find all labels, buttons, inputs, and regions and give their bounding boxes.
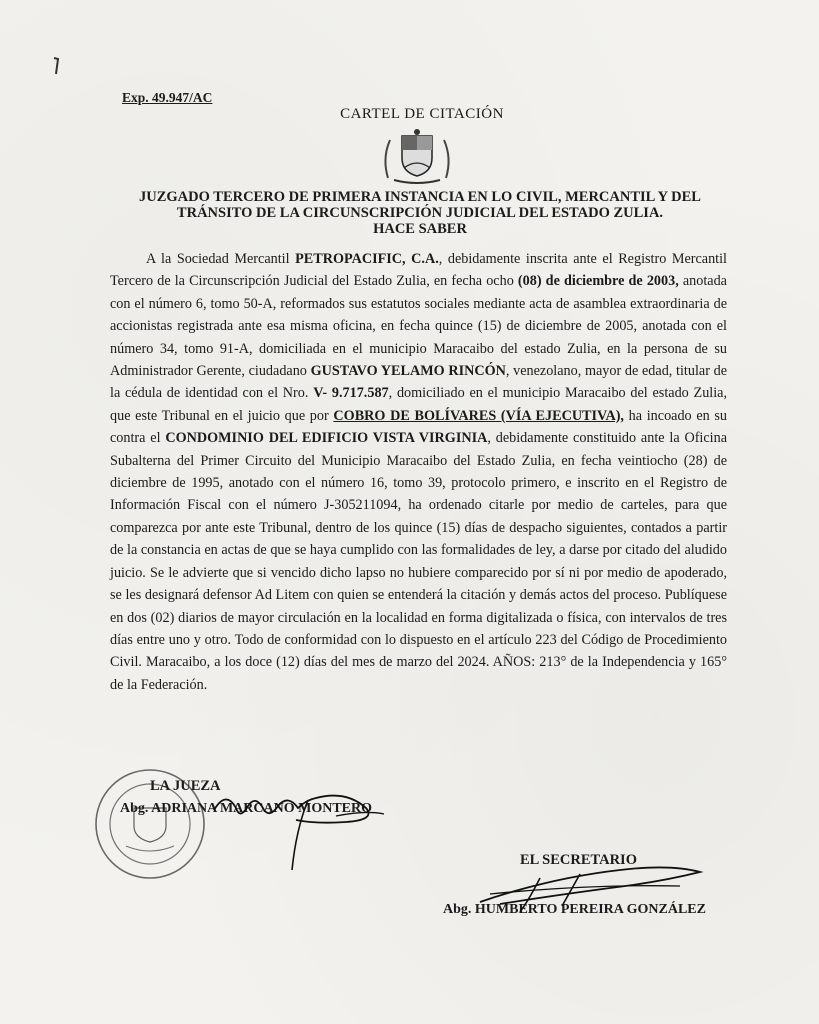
body-text-6: ha incoado en su contra el: [110, 407, 728, 447]
registration-date: (08) de diciembre de 2003,: [517, 273, 679, 290]
secretary-name: Abg. HUMBERTO PEREIRA GONZÁLEZ: [443, 902, 706, 917]
secretary-signature: [470, 848, 710, 918]
body-text-1: A la Sociedad Mercantil: [146, 251, 296, 267]
body-text-2: , debidamente inscrita ante el Registro Mercantil Tercero de la Circunscripción Judicial del Estado Zulia, en fecha ocho: [110, 251, 727, 290]
ink-mark: [52, 56, 60, 76]
company-name: PETROPACIFIC, C.A.: [295, 251, 439, 267]
body-text-3: anotada con el número 6, tomo 50-A, reformados sus estatutos sociales mediante acta de asamblea extraordinaria de accionistas registrada ante esa misma oficina, en fecha quince (15) de diciembre de 2005, anotada con el número 34, tomo 91-A, domiciliada en el municipio Maracaibo del estado Zulia, en la persona de su Administrador Gerente, ciudadano: [110, 273, 727, 380]
case-type: COBRO DE BOLÍVARES (VÍA EJECUTIVA),: [333, 407, 624, 424]
judge-name: Abg. ADRIANA MARCANO MONTERO: [120, 801, 373, 816]
hace-saber: HACE SABER: [373, 221, 467, 237]
citation-body: [110, 248, 727, 696]
body-text-7: , debidamente constituido ante la Oficina Subalterna del Primer Circuito del Municipio Maracaibo del Estado Zulia, en fecha veintiocho (28) de diciembre de 1995, anotado con el número 16, tomo 39, protocolo primero, e inscrito en el Registro de Información Fiscal con el número J-305211094, ha ordenado citarle por medio de carteles, para que comparezca por ante este Tribunal, dentro de los quince (15) días de despacho siguientes, contados a partir de la constancia en actas de que se haya cumplido con las formalidades de ley, a darse por citado del aludido juicio. Se le advierte que si vencido dicho lapso no hubiere comparecido por sí ni por medio de apoderado, se les designará defensor Ad Litem con quien se entenderá la citación y demás actos del proceso. Publíquese en dos (02) diarios de mayor circulación en la localidad en forma digitalizada o física, con intervalos de tres días entre uno y otro. Todo de conformidad con lo dispuesto en el artículo 223 del Código de Procedimiento Civil. Maracaibo, a los doce (12) días del mes de marzo del 2024. AÑOS: 213° de la Independencia y 165° de la Federación.: [110, 430, 727, 693]
document-title: CARTEL DE CITACIÓN: [340, 106, 504, 122]
body-text-5: , domiciliado en el municipio Maracaibo del estado Zulia, que este Tribunal en el juicio que por: [110, 385, 728, 424]
judge-signature: [196, 780, 386, 875]
cedula-number: V- 9.717.587: [313, 385, 389, 402]
body-text-4: , venezolano, mayor de edad, titular de la cédula de identidad con el Nro.: [110, 363, 728, 402]
secretary-title: EL SECRETARIO: [520, 852, 637, 868]
court-line-1: JUZGADO TERCERO DE PRIMERA INSTANCIA EN LO CIVIL, MERCANTIL Y DEL: [139, 189, 701, 205]
court-heading: [120, 189, 720, 237]
judge-title: LA JUEZA: [150, 778, 221, 794]
defendant-name: CONDOMINIO DEL EDIFICIO VISTA VIRGINIA: [165, 430, 488, 447]
court-line-2: TRÁNSITO DE LA CIRCUNSCRIPCIÓN JUDICIAL DEL ESTADO ZULIA.: [176, 205, 664, 221]
court-seal-icon: [92, 756, 208, 892]
administrator-name: GUSTAVO YELAMO RINCÓN: [310, 363, 506, 380]
expediente-number: Exp. 49.947/AC: [122, 90, 213, 105]
coat-of-arms-icon: [378, 128, 456, 186]
